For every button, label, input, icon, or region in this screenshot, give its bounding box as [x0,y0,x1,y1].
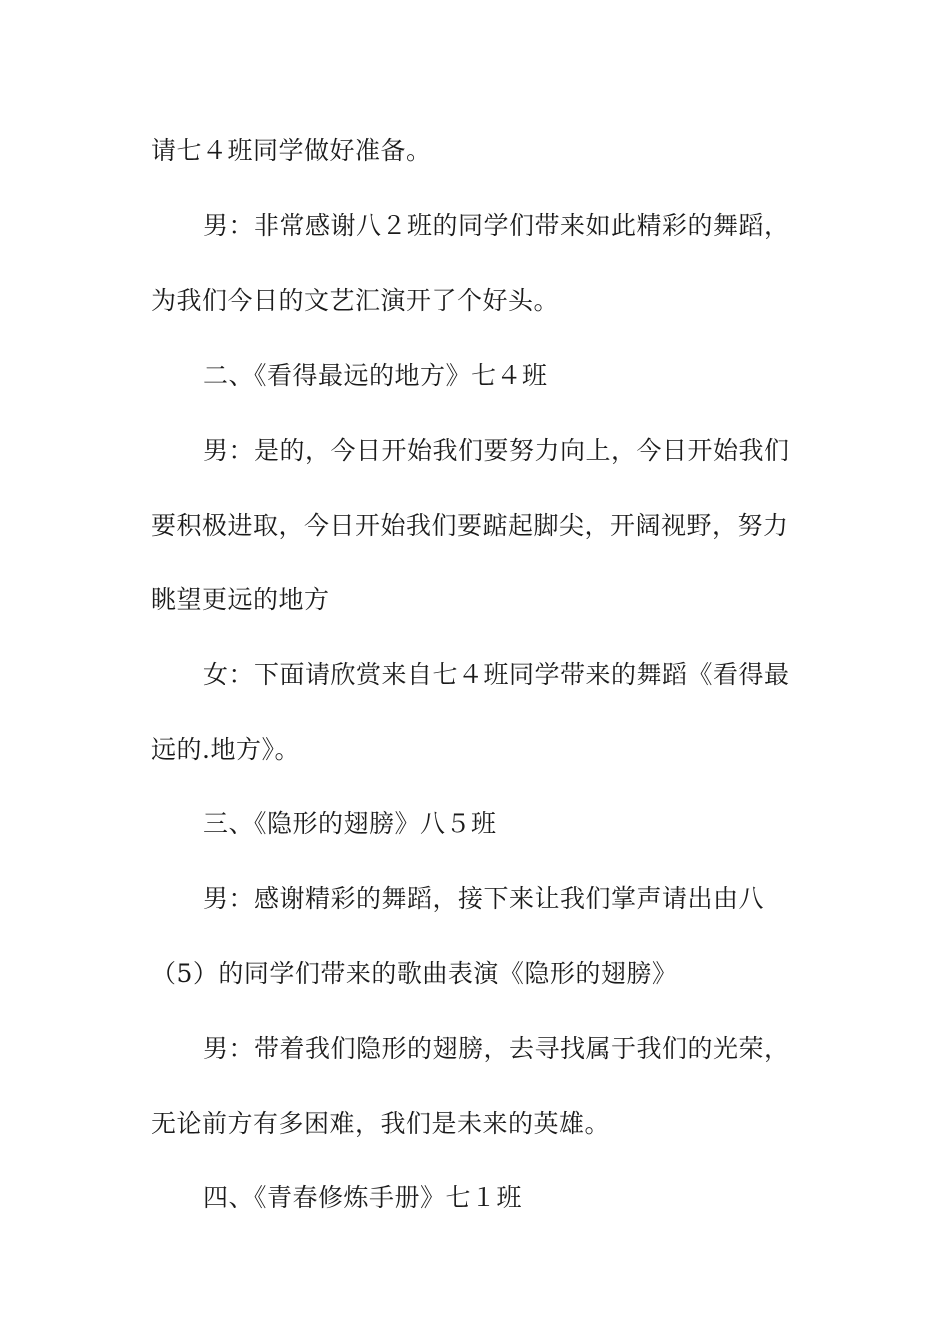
section-heading: 二、《看得最远的地方》七４班 [203,361,548,390]
paragraph-line: 要积极进取，今日开始我们要踮起脚尖，开阔视野，努力 [151,511,789,540]
paragraph-line: 为我们今日的文艺汇演开了个好头。 [151,286,560,315]
paragraph-line: 男：非常感谢八２班的同学们带来如此精彩的舞蹈， [203,211,790,240]
paragraph-line: 远的.地方》。 [151,735,300,764]
paragraph-line: 男：带着我们隐形的翅膀，去寻找属于我们的光荣， [203,1034,790,1063]
section-heading: 四、《青春修炼手册》七１班 [203,1183,523,1212]
paragraph-line: 女：下面请欣赏来自七４班同学带来的舞蹈《看得最 [203,660,790,689]
paragraph-line: 无论前方有多困难，我们是未来的英雄。 [151,1109,611,1138]
paragraph-line: 男：是的，今日开始我们要努力向上，今日开始我们 [203,436,790,465]
paragraph-line: 男：感谢精彩的舞蹈，接下来让我们掌声请出由八 [203,884,765,913]
paragraph-line: （5）的同学们带来的歌曲表演《隐形的翅膀》 [151,959,678,988]
section-heading: 三、《隐形的翅膀》八５班 [203,809,497,838]
paragraph-line: 请七４班同学做好准备。 [151,136,432,165]
paragraph-line: 眺望更远的地方 [151,585,330,614]
